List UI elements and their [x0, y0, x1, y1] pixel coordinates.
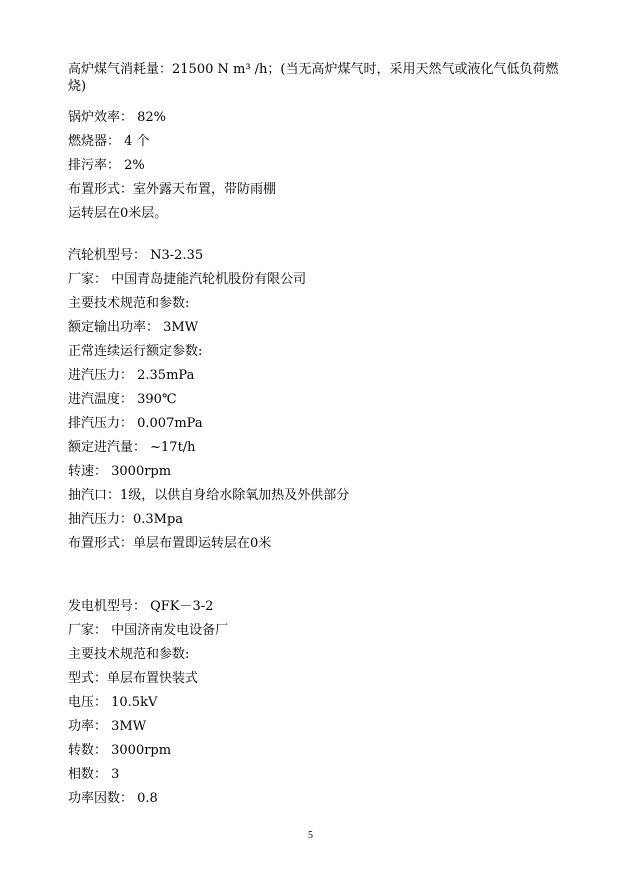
generator-phases: 相数： 3: [68, 767, 120, 782]
boiler-layout: 布置形式：室外露天布置，带防雨棚: [68, 182, 277, 197]
generator-power: 功率： 3MW: [68, 719, 147, 734]
turbine-extraction-port: 抽汽口：1级，以供自身给水除氧加热及外供部分: [68, 488, 350, 503]
turbine-speed: 转速： 3000rpm: [68, 464, 172, 479]
turbine-rated-steam-flow: 额定进汽量： ~17t/h: [68, 440, 196, 455]
turbine-extraction-pressure: 抽汽压力：0.3Mpa: [68, 512, 184, 527]
boiler-efficiency: 锅炉效率： 82%: [68, 110, 167, 125]
turbine-specs-heading: 主要技术规范和参数:: [68, 296, 190, 311]
burner-count: 燃烧器： 4 个: [68, 134, 150, 149]
page-number: 5: [308, 830, 313, 841]
turbine-exhaust-pressure: 排汽压力： 0.007mPa: [68, 416, 203, 431]
turbine-manufacturer: 厂家： 中国青岛捷能汽轮机股份有限公司: [68, 272, 307, 287]
generator-manufacturer: 厂家： 中国济南发电设备厂: [68, 623, 229, 638]
turbine-rated-output: 额定输出功率： 3MW: [68, 320, 199, 335]
generator-power-factor: 功率因数： 0.8: [68, 791, 158, 806]
turbine-layout: 布置形式：单层布置即运转层在0米: [68, 536, 272, 551]
generator-speed: 转数： 3000rpm: [68, 743, 172, 758]
generator-specs-heading: 主要技术规范和参数:: [68, 647, 190, 662]
generator-type: 型式：单层布置快装式: [68, 671, 199, 686]
turbine-inlet-pressure: 进汽压力： 2.35mPa: [68, 368, 195, 383]
generator-voltage: 电压： 10.5kV: [68, 695, 158, 710]
blowdown-rate: 排污率： 2%: [68, 158, 145, 173]
turbine-model: 汽轮机型号： N3-2.35: [68, 248, 204, 263]
operating-floor: 运转层在0米层。: [68, 206, 168, 221]
turbine-inlet-temperature: 进汽温度： 390℃: [68, 392, 177, 407]
generator-model: 发电机型号： QFK－3-2: [68, 599, 214, 614]
boiler-gas-consumption: 高炉煤气消耗量：21500 N m³ /h；(当无高炉煤气时，采用天然气或液化气低负荷燃烧): [68, 62, 559, 94]
turbine-continuous-params-heading: 正常连续运行额定参数:: [68, 344, 203, 359]
